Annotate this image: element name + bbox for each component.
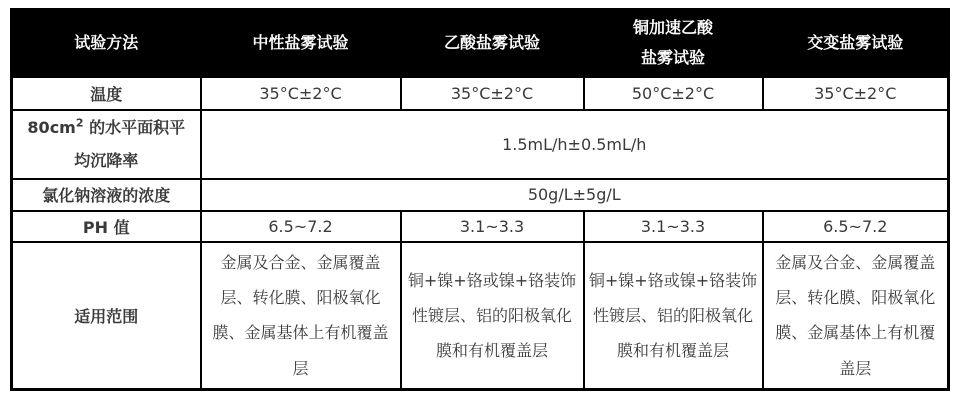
settling-label-suffix: 的水平面积平均沉降率	[74, 117, 186, 171]
cell-ph-neutral: 6.5~7.2	[201, 211, 401, 242]
header-cell-copper-accelerated	[584, 10, 763, 77]
header-cell-acetic-salt-spray: 乙酸盐雾试验	[401, 10, 584, 77]
header-copper-line1: 铜加速乙酸	[632, 18, 713, 37]
row-nacl-concentration	[12, 179, 949, 211]
cell-scope-alternating: 金属及合金、金属覆盖层、转化膜、阳极氧化膜、金属基体上有机覆盖层	[763, 242, 949, 389]
cell-ph-copper: 3.1~3.3	[584, 211, 763, 242]
cell-settling-rate-value: 1.5mL/h±0.5mL/h	[201, 110, 949, 179]
cell-temperature-alternating: 35°C±2°C	[763, 77, 949, 110]
cell-temperature-copper: 50°C±2°C	[584, 77, 763, 110]
settling-label-prefix: 80cm	[27, 117, 76, 137]
row-temperature	[12, 77, 949, 110]
label-ph-value: PH 值	[12, 211, 201, 242]
cell-temperature-acetic: 35°C±2°C	[401, 77, 584, 110]
table-header-row	[12, 10, 949, 77]
row-ph-value	[12, 211, 949, 242]
row-settling-rate	[12, 110, 949, 179]
label-applicable-scope: 适用范围	[12, 242, 201, 389]
cell-ph-alternating: 6.5~7.2	[763, 211, 949, 242]
cell-scope-copper: 铜+镍+铬或镍+铬装饰性镀层、铝的阳极氧化膜和有机覆盖层	[584, 242, 763, 389]
cell-scope-acetic: 铜+镍+铬或镍+铬装饰性镀层、铝的阳极氧化膜和有机覆盖层	[401, 242, 584, 389]
salt-spray-test-table	[10, 8, 950, 391]
row-applicable-scope	[12, 242, 949, 389]
label-settling-rate	[12, 110, 201, 179]
label-nacl-concentration: 氯化钠溶液的浓度	[12, 179, 201, 211]
settling-label-superscript: 2	[75, 116, 84, 130]
header-copper-line2: 盐雾试验	[640, 48, 705, 68]
header-cell-test-method: 试验方法	[12, 10, 201, 77]
cell-ph-acetic: 3.1~3.3	[401, 211, 584, 242]
header-cell-alternating-salt-spray: 交变盐雾试验	[763, 10, 949, 77]
header-cell-neutral-salt-spray: 中性盐雾试验	[201, 10, 401, 77]
cell-temperature-neutral: 35°C±2°C	[201, 77, 401, 110]
cell-nacl-concentration-value: 50g/L±5g/L	[201, 179, 949, 211]
cell-scope-neutral: 金属及合金、金属覆盖层、转化膜、阳极氧化膜、金属基体上有机覆盖层	[201, 242, 401, 389]
label-temperature: 温度	[12, 77, 201, 110]
